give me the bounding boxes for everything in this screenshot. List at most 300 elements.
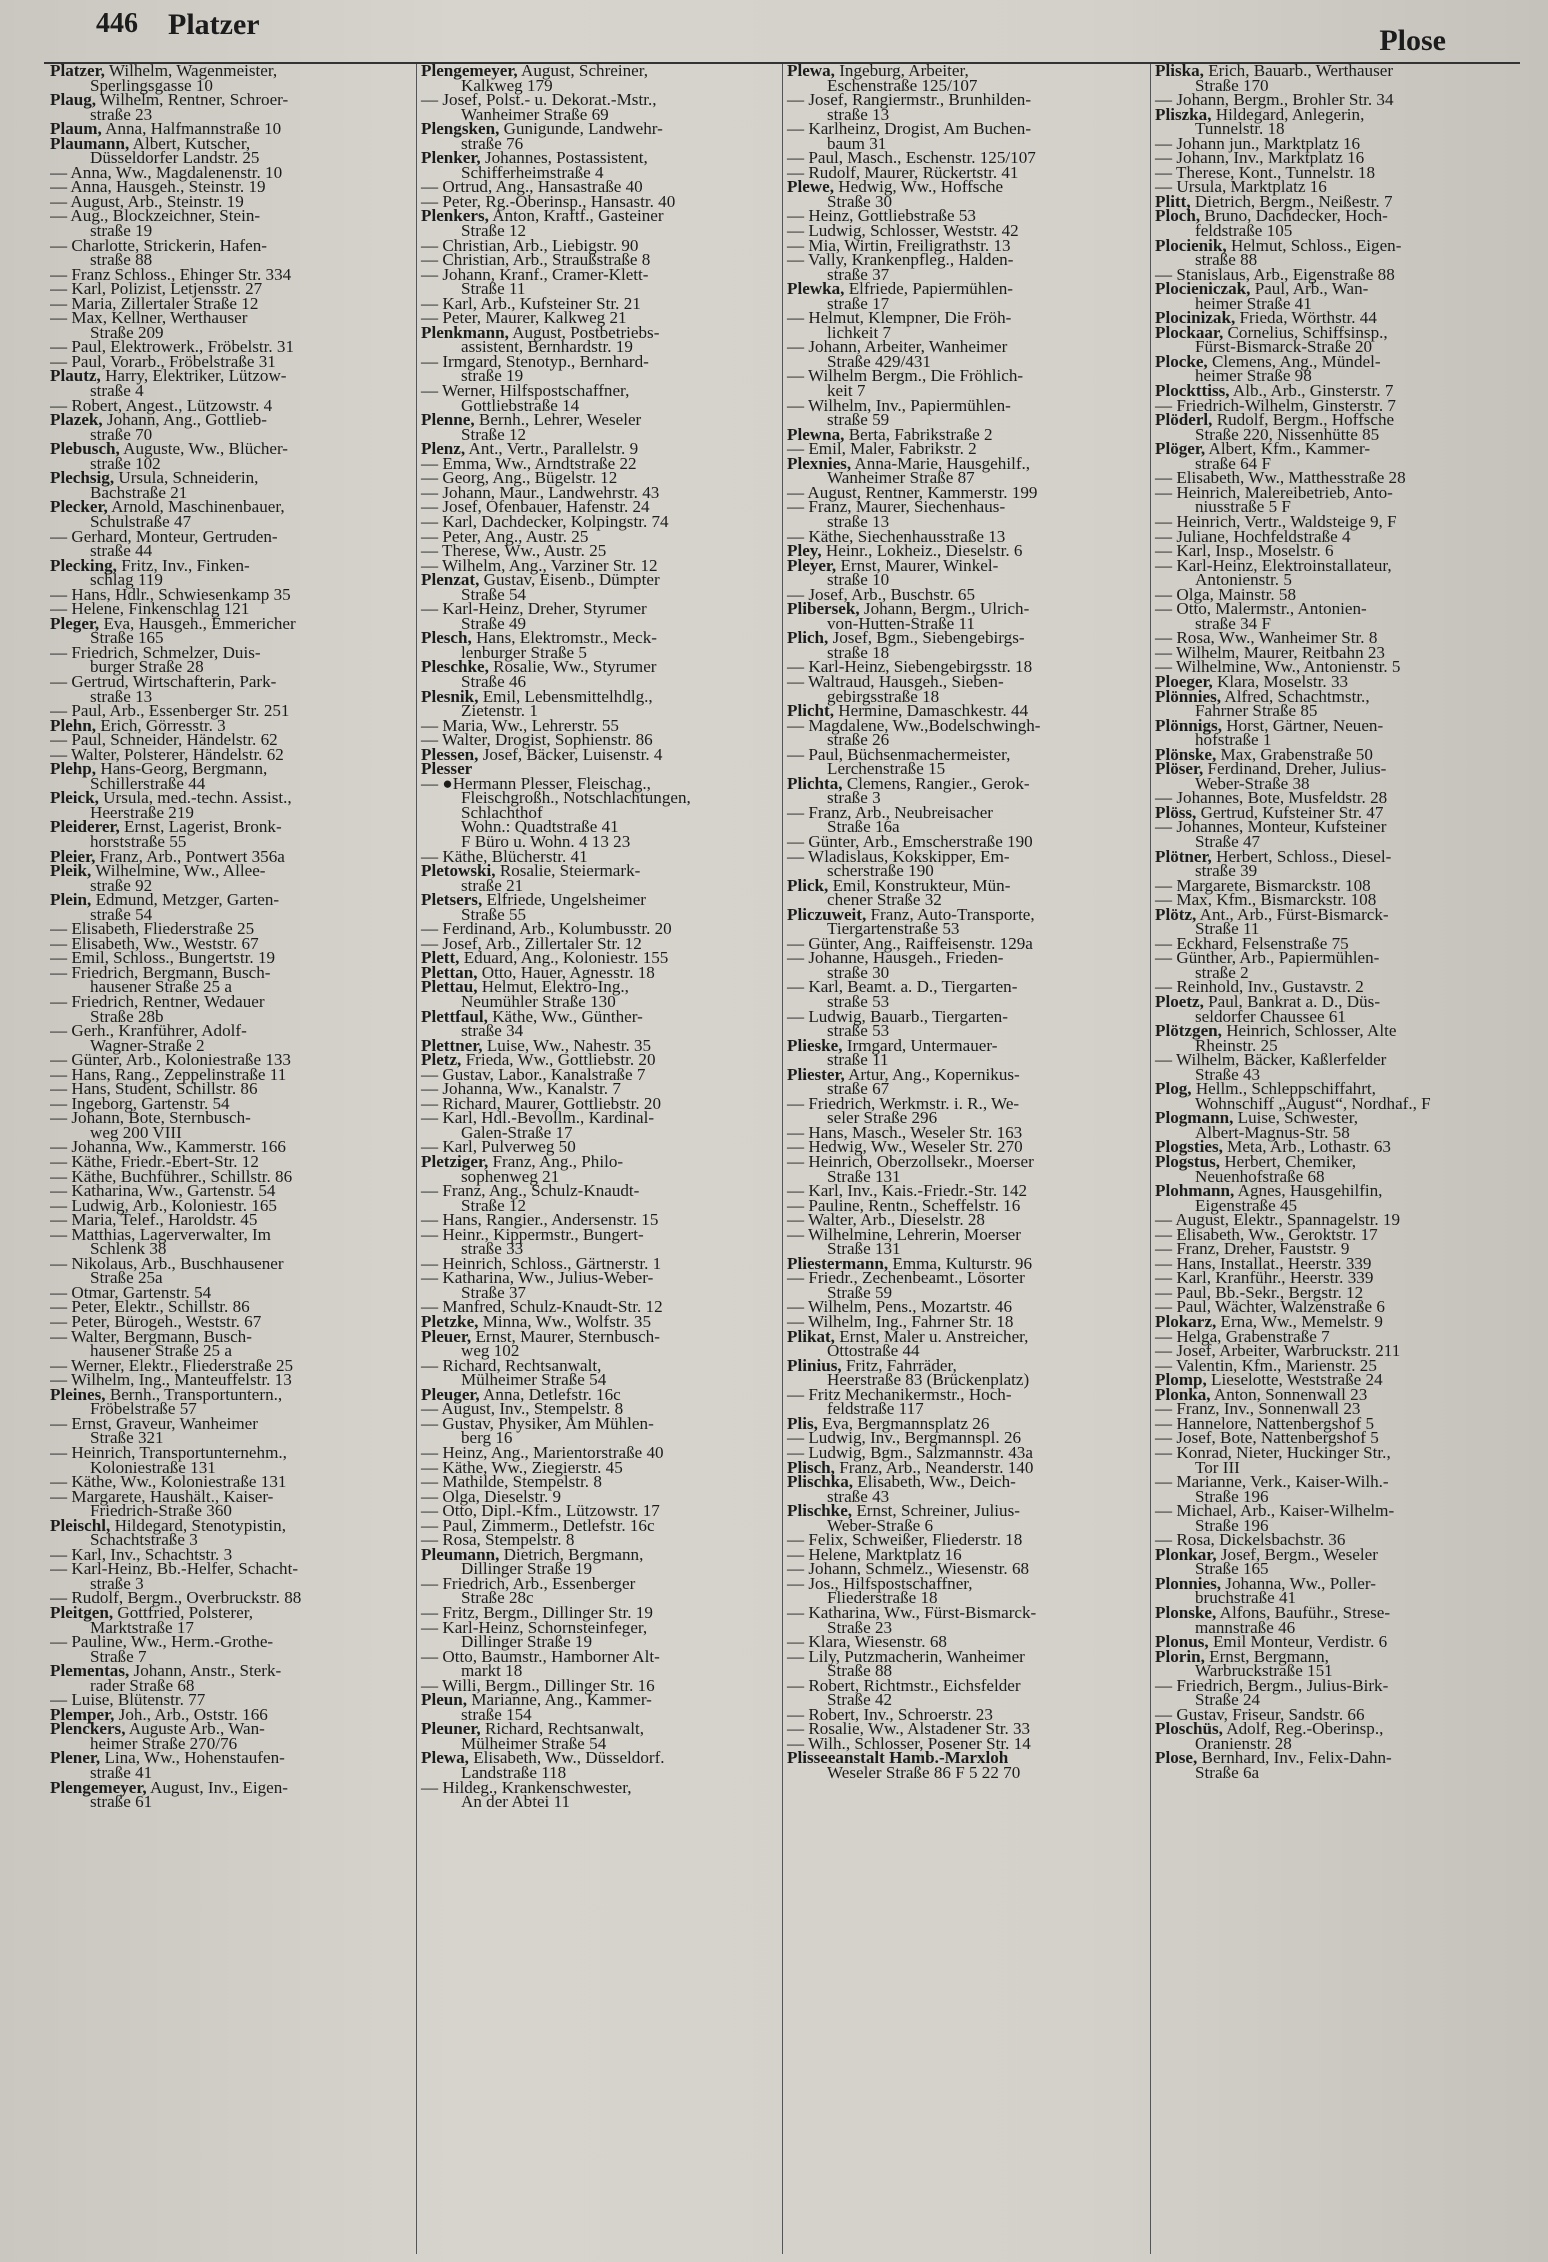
directory-entry: — Ludwig, Schlosser, Weststr. 42 [787, 221, 1019, 241]
directory-entry: Plessen, Josef, Bäcker, Luisenstr. 4 [421, 744, 663, 764]
entry-continuation: Straße 12 [461, 424, 527, 444]
entry-continuation: Fahrner Straße 85 [1195, 701, 1318, 721]
entry-continuation: Mülheimer Straße 54 [461, 1733, 607, 1753]
directory-entry: — Wilhelm, Ang., Varziner Str. 12 [421, 555, 658, 575]
directory-entry: Pleuger, Anna, Detlefstr. 16c [421, 1384, 621, 1404]
entry-continuation: straße 19 [461, 366, 524, 386]
directory-entry: — Paul, Bb.-Sekr., Bergstr. 12 [1155, 1282, 1364, 1302]
entry-surname: Plaumann, [50, 133, 130, 153]
directory-entry: Plockttiss, Alb., Arb., Ginsterstr. 7 [1155, 381, 1394, 401]
entry-surname: Plenzat, [421, 570, 480, 590]
directory-entry: Plick, Emil, Konstrukteur, Mün- [787, 875, 1011, 895]
directory-entry: — Johannes, Monteur, Kufsteiner [1155, 817, 1387, 837]
entry-surname: Pleuger, [421, 1384, 480, 1404]
entry-surname: Pletsers, [421, 890, 483, 910]
directory-entry: Plenzat, Gustav, Eisenb., Dümpter [421, 570, 660, 590]
directory-entry: — Robert, Inv., Schroerstr. 23 [787, 1704, 993, 1724]
directory-entry: — Reinhold, Inv., Gustavstr. 2 [1155, 977, 1364, 997]
directory-entry: Plötz, Ant., Arb., Fürst-Bismarck- [1155, 904, 1389, 924]
directory-entry: — Peter, Rg.-Oberinsp., Hansastr. 40 [421, 191, 676, 211]
entry-surname: Plieske, [787, 1035, 843, 1055]
directory-entry: Pleuer, Ernst, Maurer, Sternbusch- [421, 1326, 660, 1346]
entry-surname: Plonka, [1155, 1384, 1211, 1404]
entry-continuation: Neuenhofstraße 68 [1195, 1166, 1325, 1186]
column-4 [1150, 64, 1529, 2254]
directory-entry: — Johanne, Hausgeh., Frieden- [787, 948, 1004, 968]
directory-entry: — August, Arb., Steinstr. 19 [50, 191, 244, 211]
entry-surname: Plocienik, [1155, 235, 1227, 255]
directory-entry: — Jos., Hilfspostschaffner, [787, 1573, 973, 1593]
entry-continuation: straße 64 F [1195, 453, 1271, 473]
directory-entry: — Karl-Heinz, Dreher, Styrumer [421, 599, 647, 619]
entry-continuation: Straße 429/431 [827, 351, 931, 371]
directory-entry: — Valentin, Kfm., Marienstr. 25 [1155, 1355, 1377, 1375]
directory-entry: — Wilhelm Bergm., Die Fröhlich- [787, 366, 1024, 386]
directory-entry: Plesnik, Emil, Lebensmittelhdlg., [421, 686, 653, 706]
directory-entry: — Franz, Dreher, Fauststr. 9 [1155, 1239, 1350, 1259]
directory-entry: — Friedrich, Bergmann, Busch- [50, 962, 271, 982]
directory-entry: Plönske, Max, Grabenstraße 50 [1155, 744, 1373, 764]
entry-continuation: Straße 49 [461, 613, 527, 633]
entry-surname: Ploch, [1155, 206, 1201, 226]
entry-continuation: Straße 165 [90, 628, 164, 648]
directory-entry: — Olga, Dieselstr. 9 [421, 1486, 562, 1506]
entry-continuation: Bachstraße 21 [90, 482, 188, 502]
directory-entry: Plocke, Clemens, Ang., Mündel- [1155, 351, 1381, 371]
entry-surname: Plaum, [50, 119, 102, 139]
directory-entry: — Helene, Finkenschlag 121 [50, 599, 250, 619]
entry-surname: Plebusch, [50, 439, 120, 459]
directory-entry: Ploeger, Klara, Moselstr. 33 [1155, 671, 1349, 691]
directory-entry: Plewka, Elfriede, Papiermühlen- [787, 279, 1013, 299]
directory-entry: — Käthe, Siechenhausstraße 13 [787, 526, 1006, 546]
directory-entry: — Josef, Bote, Nattenbergshof 5 [1155, 1428, 1379, 1448]
entry-continuation: straße 88 [90, 250, 153, 270]
directory-entry: Plonkar, Josef, Bergm., Weseler [1155, 1544, 1378, 1564]
directory-entry: — Karl-Heinz, Bb.-Helfer, Schacht- [50, 1559, 299, 1579]
header-last-name: Plose [1379, 24, 1446, 57]
entry-continuation: Oranienstr. 28 [1195, 1733, 1292, 1753]
entry-continuation: Schlachthof [461, 802, 543, 822]
directory-entry: — Wilhelm, Inv., Papiermühlen- [787, 395, 1011, 415]
entry-continuation: Tunnelstr. 18 [1195, 119, 1285, 139]
directory-entry: — Günter, Ang., Raiffeisenstr. 129a [787, 933, 1033, 953]
directory-entry: — Karl, Pulverweg 50 [421, 1137, 576, 1157]
entry-continuation: straße 41 [90, 1762, 153, 1782]
directory-entry: — Felix, Schweißer, Fliederstr. 18 [787, 1530, 1023, 1550]
directory-entry: — Klara, Wiesenstr. 68 [787, 1632, 947, 1652]
directory-entry: — Charlotte, Strickerin, Hafen- [50, 235, 267, 255]
directory-entry: — Karl, Insp., Moselstr. 6 [1155, 541, 1334, 561]
directory-entry: — Karl, Inv., Kais.-Friedr.-Str. 142 [787, 1181, 1028, 1201]
directory-entry: — Ludwig, Arb., Koloniestr. 165 [50, 1195, 277, 1215]
entry-surname: Plogmann, [1155, 1108, 1234, 1128]
directory-entry: — Pauline, Ww., Herm.-Grothe- [50, 1632, 274, 1652]
entry-surname: Plitt, [1155, 191, 1191, 211]
entry-surname: Pleier, [50, 846, 96, 866]
directory-entry: — Nikolaus, Arb., Buschhausener [50, 1253, 284, 1273]
entry-surname: Plönske, [1155, 744, 1217, 764]
entry-continuation: Wanheimer Straße 87 [827, 468, 975, 488]
directory-entry: — Heinrich, Vertr., Waldsteige 9, F [1155, 511, 1397, 531]
directory-entry: — Heinrich, Transportunternehm., [50, 1442, 287, 1462]
directory-entry: Plonka, Anton, Sonnenwall 23 [1155, 1384, 1368, 1404]
directory-entry: — Karl-Heinz, Siebengebirgsstr. 18 [787, 657, 1033, 677]
directory-entry: — Fritz Mechanikermstr., Hoch- [787, 1384, 1012, 1404]
entry-continuation: scherstraße 190 [827, 861, 934, 881]
directory-entry: — Käthe, Ww., Koloniestraße 131 [50, 1472, 287, 1492]
entry-surname: Plein, [50, 890, 92, 910]
directory-entry: — Peter, Ang., Austr. 25 [421, 526, 589, 546]
directory-entry: Pleischl, Hildegard, Stenotypistin, [50, 1515, 286, 1535]
directory-entry: — Margarete, Bismarckstr. 108 [1155, 875, 1371, 895]
directory-entry: Plicht, Hermine, Damaschkestr. 44 [787, 701, 1029, 721]
directory-entry: — Vally, Krankenpfleg., Halden- [787, 250, 1014, 270]
entry-surname: Plett, [421, 948, 460, 968]
entry-continuation: straße 30 [827, 962, 890, 982]
entry-continuation: Straße 54 [461, 584, 527, 604]
entry-continuation: weg 200 VIII [90, 1122, 182, 1142]
directory-entry: — Magdalene, Ww.,Bodelschwingh- [787, 715, 1041, 735]
entry-continuation: schlag 119 [90, 570, 163, 590]
entry-surname: Plexnies, [787, 453, 852, 473]
entry-continuation: heimer Straße 270/76 [90, 1733, 238, 1753]
directory-entry: — Richard, Maurer, Gottliebstr. 20 [421, 1093, 662, 1113]
directory-entry: — Karl, Arb., Kufsteiner Str. 21 [421, 293, 641, 313]
directory-entry: — Paul, Wächter, Walzenstraße 6 [1155, 1297, 1385, 1317]
directory-entry: Plewe, Hedwig, Ww., Hoffsche [787, 177, 1004, 197]
directory-entry: — Emil, Maler, Fabrikstr. 2 [787, 439, 977, 459]
directory-entry: Plener, Lina, Ww., Hohenstaufen- [50, 1748, 285, 1768]
entry-surname: Ploschüs, [1155, 1719, 1223, 1739]
entry-surname: Plinius, [787, 1355, 842, 1375]
entry-surname: Plettner, [421, 1035, 483, 1055]
entry-continuation: Straße 11 [1195, 919, 1260, 939]
entry-surname: Plich, [787, 628, 829, 648]
entry-continuation: straße 44 [90, 541, 153, 561]
directory-entry: — Karl, Polizist, Letjensstr. 27 [50, 279, 263, 299]
entry-continuation: hausener Straße 25 a [90, 1341, 232, 1361]
directory-entry: Plesch, Hans, Elektromstr., Meck- [421, 628, 657, 648]
entry-continuation: Straße 25a [90, 1268, 163, 1288]
directory-entry: — Maria, Ww., Lehrerstr. 55 [421, 715, 619, 735]
directory-entry: — Wilhelm, Maurer, Reitbahn 23 [1155, 642, 1385, 662]
entry-surname: Plengemeyer, [50, 1777, 147, 1797]
entry-continuation: Dillinger Straße 19 [461, 1559, 593, 1579]
directory-entry: Plemper, Joh., Arb., Oststr. 166 [50, 1704, 268, 1724]
entry-surname: Pliska, [1155, 64, 1204, 80]
entry-continuation: Antonienstr. 5 [1195, 570, 1292, 590]
entry-surname: Plisseeanstalt Hamb.-Marxloh [787, 1748, 1009, 1768]
entry-continuation: seler Straße 296 [827, 1108, 938, 1128]
directory-entry: — Aug., Blockzeichner, Stein- [50, 206, 261, 226]
directory-entry: — Heinr., Kippermstr., Bungert- [421, 1224, 644, 1244]
directory-entry: — Stanislaus, Arb., Eigenstraße 88 [1155, 264, 1395, 284]
directory-entry: — Heinrich, Schloss., Gärtnerstr. 1 [421, 1253, 662, 1273]
entry-continuation: Straße 55 [461, 904, 527, 924]
entry-continuation: Straße 28c [461, 1588, 534, 1608]
entry-surname: Plewa, [787, 64, 835, 80]
directory-entry: Pleick, Ursula, med.-techn. Assist., [50, 788, 292, 808]
directory-entry: — Pauline, Rentn., Scheffelstr. 16 [787, 1195, 1021, 1215]
directory-entry: — Hans, Rang., Zeppelinstraße 11 [50, 1064, 287, 1084]
directory-entry: Plöderl, Rudolf, Bergm., Hoffsche [1155, 410, 1395, 430]
directory-entry: Plocienik, Helmut, Schloss., Eigen- [1155, 235, 1402, 255]
entry-surname: Pleischl, [50, 1515, 111, 1535]
entry-continuation: straße 10 [827, 570, 890, 590]
entry-surname: Plechsig, [50, 468, 115, 488]
directory-entry: — Mia, Wirtin, Freiligrathstr. 13 [787, 235, 1011, 255]
directory-entry: Plönnies, Alfred, Schachtmstr., [1155, 686, 1370, 706]
entry-surname: Plönnigs, [1155, 715, 1222, 735]
entry-continuation: bruchstraße 41 [1195, 1588, 1297, 1608]
entry-surname: Plönnies, [1155, 686, 1222, 706]
directory-entry: — Helene, Marktplatz 16 [787, 1544, 962, 1564]
entry-surname: Pleuner, [421, 1719, 481, 1739]
directory-entry: — Paul, Schneider, Händelstr. 62 [50, 730, 278, 750]
directory-entry: — Eckhard, Felsenstraße 75 [1155, 933, 1349, 953]
entry-surname: Plocke, [1155, 351, 1208, 371]
entry-surname: Pleick, [50, 788, 99, 808]
entry-surname: Plockttiss, [1155, 381, 1230, 401]
directory-entry: Plinius, Fritz, Fahrräder, [787, 1355, 957, 1375]
entry-continuation: von-Hutten-Straße 11 [827, 613, 975, 633]
directory-entry: — Gerhard, Monteur, Gertruden- [50, 526, 278, 546]
entry-surname: Plenkers, [421, 206, 489, 226]
entry-continuation: straße 43 [827, 1486, 890, 1506]
page-number: 446 [96, 8, 138, 39]
entry-surname: Plewna, [787, 424, 845, 444]
entry-surname: Pliczuweit, [787, 904, 867, 924]
directory-entry: — Max, Kfm., Bismarckstr. 108 [1155, 890, 1377, 910]
entry-surname: Plischke, [787, 1501, 853, 1521]
entry-continuation: straße 102 [90, 453, 161, 473]
entry-continuation: Wanheimer Straße 69 [461, 104, 609, 124]
directory-entry: — Anna, Ww., Magdalenenstr. 10 [50, 162, 283, 182]
entry-surname: Plettau, [421, 977, 478, 997]
directory-entry: Plazek, Johann, Ang., Gottlieb- [50, 410, 267, 430]
entry-surname: Pleyer, [787, 555, 837, 575]
directory-entry: Plehp, Hans-Georg, Bergmann, [50, 759, 268, 779]
directory-entry: — Otto, Dipl.-Kfm., Lützowstr. 17 [421, 1501, 660, 1521]
directory-entry: Plöss, Gertrud, Kufsteiner Str. 47 [1155, 802, 1384, 822]
directory-entry: — Juliane, Hochfeldstraße 4 [1155, 526, 1351, 546]
directory-entry: Pleumann, Dietrich, Bergmann, [421, 1544, 644, 1564]
entry-continuation: Straße 47 [1195, 831, 1261, 851]
entry-continuation: Eschenstraße 125/107 [827, 75, 978, 95]
directory-entry: Plönnigs, Horst, Gärtner, Neuen- [1155, 715, 1384, 735]
directory-entry: — Peter, Maurer, Kalkweg 21 [421, 308, 627, 328]
directory-entry: — Walter, Arb., Dieselstr. 28 [787, 1210, 985, 1230]
entry-continuation: straße 19 [90, 221, 153, 241]
directory-entry: Plisch, Franz, Arb., Neanderstr. 140 [787, 1457, 1034, 1477]
directory-entry: — Rudolf, Bergm., Overbruckstr. 88 [50, 1588, 302, 1608]
entry-continuation: Straße 165 [1195, 1559, 1269, 1579]
directory-entry: — Wilhelm, Ing., Fahrner Str. 18 [787, 1312, 1014, 1332]
directory-entry: Plenz, Ant., Vertr., Parallelstr. 9 [421, 439, 639, 459]
directory-entry: — Manfred, Schulz-Knaudt-Str. 12 [421, 1297, 663, 1317]
directory-entry: — Michael, Arb., Kaiser-Wilhelm- [1155, 1501, 1395, 1521]
directory-entry: — Heinrich, Malereibetrieb, Anto- [1155, 482, 1393, 502]
entry-continuation: F Büro u. Wohn. 4 13 23 [461, 831, 631, 851]
directory-entry: — Friedrich-Wilhelm, Ginsterstr. 7 [1155, 395, 1396, 415]
entry-continuation: seldorfer Chaussee 61 [1195, 1006, 1346, 1026]
directory-entry: — Karl, Dachdecker, Kolpingstr. 74 [421, 511, 669, 531]
entry-continuation: straße 18 [827, 642, 890, 662]
directory-entry: — Hans, Hdlr., Schwiesenkamp 35 [50, 584, 291, 604]
directory-entry: Plog, Hellm., Schleppschiffahrt, [1155, 1079, 1376, 1099]
directory-entry: — Rosalie, Ww., Alstadener Str. 33 [787, 1719, 1031, 1739]
directory-entry: Plewa, Ingeburg, Arbeiter, [787, 64, 1149, 79]
entry-continuation: straße 23 [90, 104, 153, 124]
entry-surname: Plesser [421, 759, 473, 779]
entry-continuation: feldstraße 117 [827, 1399, 924, 1419]
entry-surname: Plockaar, [1155, 322, 1224, 342]
entry-continuation: Straße 6a [1195, 1762, 1260, 1782]
entry-continuation: Straße 16a [827, 817, 900, 837]
entry-surname: Plokarz, [1155, 1312, 1217, 1332]
entry-continuation: Ottostraße 44 [827, 1341, 920, 1361]
directory-entry: — Karl-Heinz, Elektroinstallateur, [1155, 555, 1392, 575]
directory-entry: — Katharina, Ww., Fürst-Bismarck- [787, 1602, 1037, 1622]
directory-entry: — Gerh., Kranführer, Adolf- [50, 1021, 247, 1041]
directory-entry: — Peter, Elektr., Schillstr. 86 [50, 1297, 250, 1317]
entry-surname: Pleger, [50, 613, 100, 633]
directory-entry: — Ortrud, Ang., Hansastraße 40 [421, 177, 643, 197]
entry-continuation: straße 92 [90, 875, 153, 895]
directory-entry: Plettau, Helmut, Elektro-Ing., [421, 977, 629, 997]
directory-entry: Plohmann, Agnes, Hausgehilfin, [1155, 1181, 1383, 1201]
entry-continuation: Schifferheimstraße 4 [461, 162, 604, 182]
directory-entry: Plenker, Johannes, Postassistent, [421, 148, 648, 168]
directory-entry: — Elisabeth, Ww., Geroktstr. 17 [1155, 1224, 1378, 1244]
directory-entry: — Johanna, Ww., Kanalstr. 7 [421, 1079, 621, 1099]
directory-entry: — Ludwig, Bgm., Salzmannstr. 43a [787, 1442, 1033, 1462]
entry-surname: Plehn, [50, 715, 97, 735]
entry-surname: Pliszka, [1155, 104, 1212, 124]
entry-continuation: Wohn.: Quadtstraße 41 [461, 817, 619, 837]
entry-surname: Plick, [787, 875, 829, 895]
directory-entry: Plehn, Erich, Görresstr. 3 [50, 715, 226, 735]
entry-continuation: Tor III [1195, 1457, 1240, 1477]
directory-entry: Pleyer, Ernst, Maurer, Winkel- [787, 555, 999, 575]
directory-entry: Plis, Eva, Bergmannsplatz 26 [787, 1413, 990, 1433]
directory-entry: — Maria, Zillertaler Straße 12 [50, 293, 259, 313]
directory-entry: Plett, Eduard, Ang., Koloniestr. 155 [421, 948, 669, 968]
entry-continuation: Straße 24 [1195, 1690, 1261, 1710]
entry-continuation: Straße 209 [90, 322, 164, 342]
directory-entry: Plengemeyer, August, Inv., Eigen- [50, 1777, 288, 1797]
directory-entry: Plenkmann, August, Postbetriebs- [421, 322, 660, 342]
entry-continuation: straße 67 [827, 1079, 890, 1099]
directory-entry: Plocinizak, Frieda, Wörthstr. 44 [1155, 308, 1377, 328]
entry-surname: Plengsken, [421, 119, 500, 139]
entry-continuation: Kalkweg 179 [461, 75, 553, 95]
entry-surname: Pleumann, [421, 1544, 500, 1564]
entry-surname: Plikat, [787, 1326, 835, 1346]
directory-entry: — Karl, Hdl.-Bevollm., Kardinal- [421, 1108, 655, 1128]
page-header [0, 0, 1548, 62]
directory-entry: Plementas, Johann, Anstr., Sterk- [50, 1661, 282, 1681]
entry-surname: Plettfaul, [421, 1006, 488, 1026]
directory-entry: — August, Inv., Stempelstr. 8 [421, 1399, 624, 1419]
directory-entry: Plötzgen, Heinrich, Schlosser, Alte [1155, 1021, 1397, 1041]
entry-continuation: straße 54 [90, 904, 153, 924]
directory-entry: — Paul, Elektrowerk., Fröbelstr. 31 [50, 337, 295, 357]
entry-continuation: straße 76 [461, 133, 524, 153]
entry-continuation: Heerstraße 83 (Brückenplatz) [827, 1370, 1030, 1390]
directory-entry: Plaum, Anna, Halfmannstraße 10 [50, 119, 282, 139]
directory-entry: — Helga, Grabenstraße 7 [1155, 1326, 1330, 1346]
column-3 [782, 64, 1149, 2254]
directory-entry: Ploch, Bruno, Dachdecker, Hoch- [1155, 206, 1388, 226]
directory-entry: — Mathilde, Stempelstr. 8 [421, 1472, 602, 1492]
directory-entry: — Elisabeth, Ww., Matthesstraße 28 [1155, 468, 1406, 488]
entry-surname: Plewa, [421, 1748, 469, 1768]
entry-continuation: Straße 131 [827, 1166, 901, 1186]
directory-entry: Pleschke, Rosalie, Ww., Styrumer [421, 657, 657, 677]
directory-entry: Pleier, Franz, Arb., Pontwert 356a [50, 846, 285, 866]
directory-entry: — Luise, Blütenstr. 77 [50, 1690, 206, 1710]
column-1 [50, 64, 412, 2254]
directory-entry: Pletowski, Rosalie, Steiermark- [421, 861, 641, 881]
directory-entry: — Josef, Arbeiter, Warbruckstr. 211 [1155, 1341, 1401, 1361]
directory-entry: — Heinz, Gottliebstraße 53 [787, 206, 976, 226]
entry-surname: Pletzke, [421, 1312, 479, 1332]
directory-entry: Plorin, Ernst, Bergmann, [1155, 1646, 1329, 1666]
directory-entry: — Friedr., Zechenbeamt., Lösorter [787, 1268, 1025, 1288]
entry-continuation: Straße 37 [461, 1282, 527, 1302]
directory-entry: Pliester, Artur, Ang., Kopernikus- [787, 1064, 1020, 1084]
directory-entry: — Josef, Arb., Buschstr. 65 [787, 584, 976, 604]
directory-entry: Plischka, Elisabeth, Ww., Deich- [787, 1472, 1016, 1492]
directory-entry: Ploschüs, Adolf, Reg.-Oberinsp., [1155, 1719, 1384, 1739]
directory-entry: — Karl, Kranführ., Heerstr. 339 [1155, 1268, 1374, 1288]
entry-continuation: Dillinger Straße 19 [461, 1632, 593, 1652]
entry-surname: Plis, [787, 1413, 818, 1433]
entry-surname: Plonske, [1155, 1602, 1217, 1622]
directory-entry: — Paul, Büchsenmachermeister, [787, 744, 1011, 764]
entry-continuation: Straße 12 [461, 1195, 527, 1215]
entry-continuation: straße 53 [827, 1021, 890, 1041]
directory-entry: Plischke, Ernst, Schreiner, Julius- [787, 1501, 1020, 1521]
directory-entry: — Heinrich, Oberzollsekr., Moerser [787, 1152, 1034, 1172]
entry-continuation: Straße 170 [1195, 75, 1269, 95]
directory-entry: — Josef, Arb., Zillertaler Str. 12 [421, 933, 642, 953]
entry-continuation: straße 88 [1195, 250, 1258, 270]
entry-continuation: straße 34 [461, 1021, 524, 1041]
entry-continuation: mannstraße 46 [1195, 1617, 1296, 1637]
directory-entry: — Johann, Schmelz., Wiesenstr. 68 [787, 1559, 1030, 1579]
entry-continuation: markt 18 [461, 1661, 523, 1681]
entry-surname: Platzer, [50, 64, 105, 80]
entry-continuation: heimer Straße 41 [1195, 293, 1312, 313]
directory-entry: — Karl, Beamt. a. D., Tiergarten- [787, 977, 1018, 997]
entry-continuation: Schlenk 38 [90, 1239, 167, 1259]
entry-surname: Pleiderer, [50, 817, 120, 837]
directory-entry: — Franz, Arb., Neubreisacher [787, 802, 994, 822]
directory-entry: Plengemeyer, August, Schreiner, [421, 64, 781, 79]
entry-continuation: straße 11 [827, 1050, 889, 1070]
entry-continuation: straße 53 [827, 992, 890, 1011]
directory-entry: Ploetz, Paul, Bankrat a. D., Düs- [1155, 992, 1381, 1011]
entry-continuation: straße 3 [827, 788, 881, 808]
entry-surname: Plesch, [421, 628, 472, 648]
entry-continuation: Zietenstr. 1 [461, 701, 538, 721]
directory-entry: Pleiderer, Ernst, Lagerist, Bronk- [50, 817, 282, 837]
directory-entry: Plieske, Irmgard, Untermauer- [787, 1035, 998, 1055]
directory-entry: — Paul, Vorarb., Fröbelstraße 31 [50, 351, 276, 371]
